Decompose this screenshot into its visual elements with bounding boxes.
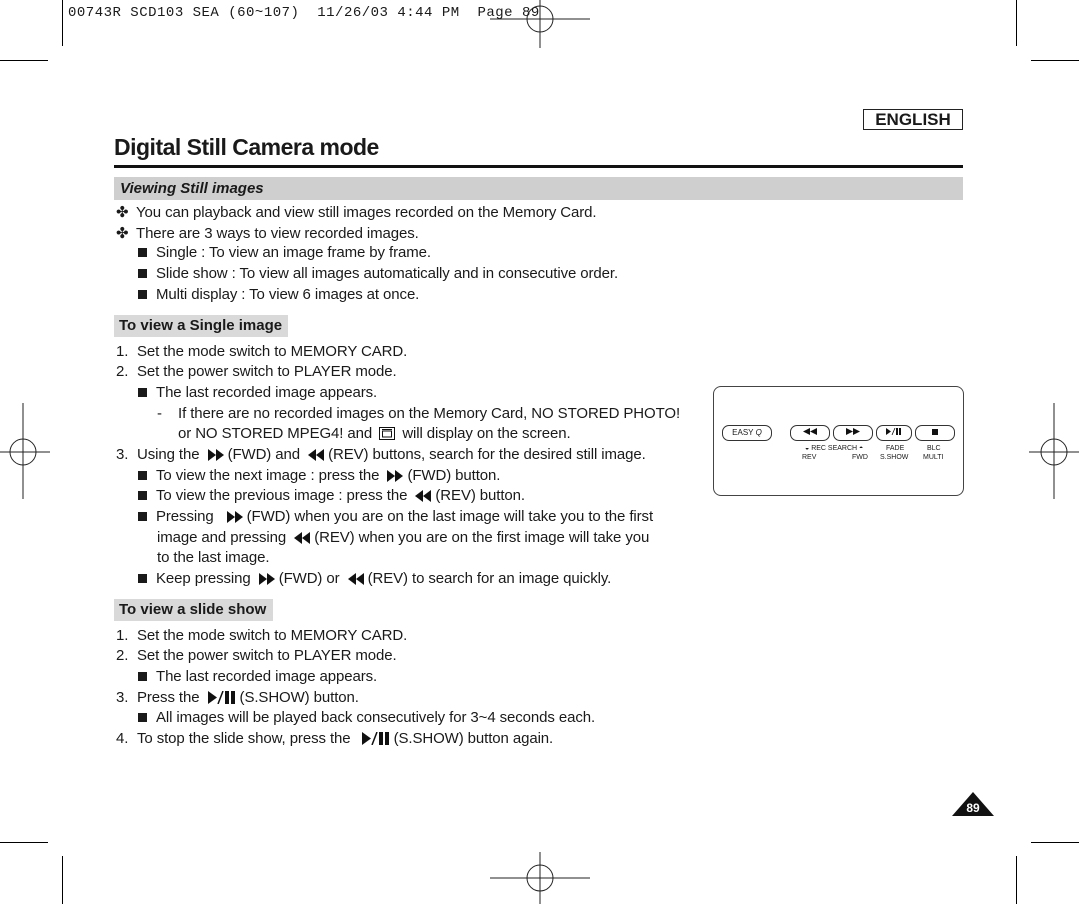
- note: or NO STORED MPEG4! and will display on the screen.: [178, 425, 571, 442]
- bullet: To view the next image : press the (FWD) button.: [138, 467, 500, 484]
- way-item: Multi display : To view 6 images at once.: [138, 286, 419, 303]
- step: 3. Using the (FWD) and (REV) buttons, search for the desired still image.: [116, 446, 646, 463]
- fwd-icon: [386, 470, 404, 482]
- play-pause-icon: [207, 691, 237, 704]
- sshow-label: S.SHOW: [880, 454, 909, 461]
- subsection-title: To view a slide show: [119, 601, 267, 618]
- cross-bullet-icon: ✤: [116, 225, 129, 242]
- memory-card-icon: [379, 427, 395, 440]
- crop-mark: [62, 856, 63, 904]
- subsection-title: To view a Single image: [119, 317, 283, 334]
- fwd-button: [833, 425, 873, 441]
- square-bullet-icon: [138, 290, 147, 299]
- way-item: Single : To view an image frame by frame.: [138, 244, 431, 261]
- bullet-cont: image and pressing (REV) when you are on the first image will take you: [157, 529, 650, 546]
- bullet: The last recorded image appears.: [138, 384, 377, 401]
- print-header: 00743R SCD103 SEA (60~107) 11/26/03 4:44 PM Page 89: [68, 5, 540, 21]
- crop-mark: [62, 0, 63, 46]
- section-title: Viewing Still images: [120, 180, 264, 197]
- easy-button: EASY Q: [722, 425, 772, 441]
- square-bullet-icon: [138, 388, 147, 397]
- intro-line: ✤ You can playback and view still images recorded on the Memory Card.: [116, 204, 597, 221]
- crop-mark: [0, 842, 48, 843]
- registration-mark-icon: [490, 0, 590, 50]
- blc-label: BLC: [927, 445, 941, 452]
- rev-icon: [803, 428, 817, 435]
- bullet: Keep pressing (FWD) or (REV) to search for an image quickly.: [138, 570, 611, 587]
- registration-mark-icon: [490, 852, 590, 904]
- fwd-icon: [846, 428, 860, 435]
- crop-mark: [1016, 856, 1017, 904]
- registration-mark-icon: [1029, 403, 1079, 499]
- crop-mark: [1016, 0, 1017, 46]
- language-tab: ENGLISH: [863, 109, 963, 130]
- page-number-badge: [952, 792, 994, 816]
- step: 1. Set the mode switch to MEMORY CARD.: [116, 343, 408, 360]
- stop-icon: [932, 429, 938, 435]
- square-bullet-icon: [138, 672, 147, 681]
- step: 2. Set the power switch to PLAYER mode.: [116, 647, 397, 664]
- square-bullet-icon: [138, 574, 147, 583]
- rev-icon: [293, 532, 311, 544]
- fwd-label: FWD: [852, 454, 868, 461]
- square-bullet-icon: [138, 471, 147, 480]
- note: - If there are no recorded images on the Memory Card, NO STORED PHOTO!: [157, 405, 681, 422]
- step: 4. To stop the slide show, press the (S.SHOW) button again.: [116, 730, 554, 747]
- registration-mark-icon: [0, 403, 50, 499]
- sshow-button: [876, 425, 912, 441]
- square-bullet-icon: [138, 269, 147, 278]
- page-title: Digital Still Camera mode: [114, 134, 379, 160]
- fwd-icon: [226, 511, 244, 523]
- title-rule: [114, 165, 963, 168]
- square-bullet-icon: [138, 248, 147, 257]
- fwd-icon: [207, 449, 225, 461]
- step: 3. Press the (S.SHOW) button.: [116, 689, 359, 706]
- play-pause-icon: [361, 732, 391, 745]
- crop-mark: [0, 60, 48, 61]
- bullet: The last recorded image appears.: [138, 668, 377, 685]
- intro-line: ✤ There are 3 ways to view recorded images.: [116, 225, 419, 242]
- rev-button: [790, 425, 830, 441]
- bullet: To view the previous image : press the (REV) button.: [138, 487, 525, 504]
- bullet: Pressing (FWD) when you are on the last image will take you to the first: [138, 508, 653, 525]
- square-bullet-icon: [138, 491, 147, 500]
- bullet: All images will be played back consecutively for 3~4 seconds each.: [138, 709, 595, 726]
- rev-icon: [347, 573, 365, 585]
- square-bullet-icon: [138, 512, 147, 521]
- play-pause-icon: [886, 428, 902, 435]
- multi-label: MULTI: [923, 454, 944, 461]
- step: 2. Set the power switch to PLAYER mode.: [116, 363, 397, 380]
- rev-label: REV: [802, 454, 817, 461]
- multi-button: [915, 425, 955, 441]
- bullet-cont: to the last image.: [157, 549, 270, 566]
- easy-q-icon: Q: [755, 428, 762, 437]
- rev-icon: [414, 490, 432, 502]
- crop-mark: [1031, 842, 1079, 843]
- camera-button-panel: [713, 386, 964, 496]
- crop-mark: [1031, 60, 1079, 61]
- page-number: 89: [966, 801, 980, 815]
- cross-bullet-icon: ✤: [116, 204, 129, 221]
- rec-search-label: ◒ REC SEARCH ◓: [805, 445, 864, 452]
- rev-icon: [307, 449, 325, 461]
- square-bullet-icon: [138, 713, 147, 722]
- way-item: Slide show : To view all images automatically and in consecutive order.: [138, 265, 618, 282]
- fade-label: FADE: [886, 445, 905, 452]
- step: 1. Set the mode switch to MEMORY CARD.: [116, 627, 408, 644]
- fwd-icon: [258, 573, 276, 585]
